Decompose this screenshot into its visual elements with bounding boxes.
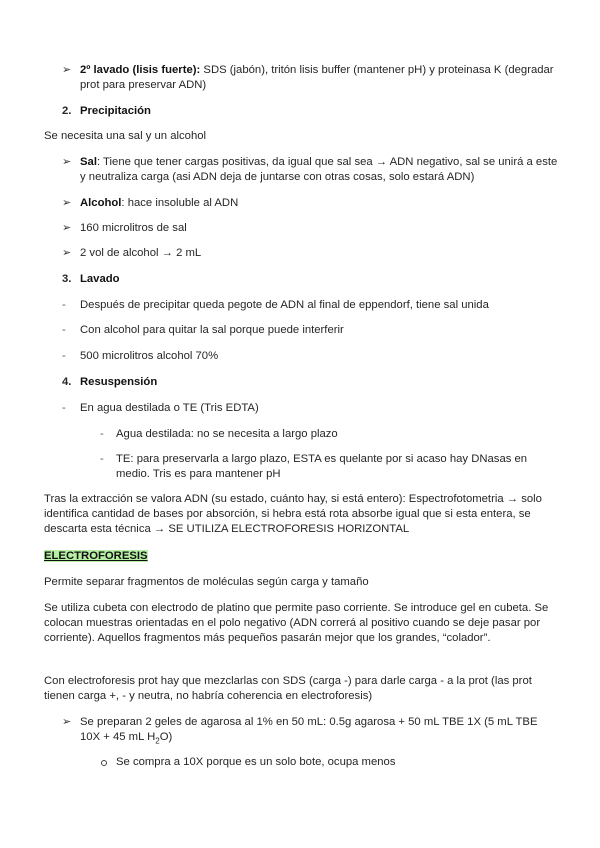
arrow-bullet-icon: ➢	[62, 247, 72, 259]
circle-bullet-icon	[101, 760, 107, 766]
dash-bullet-icon: -	[62, 299, 66, 311]
dash-item-despues: Después de precipitar queda pegote de ADN al final de eppendorf, tiene sal unida	[80, 299, 489, 311]
circle-subitem-10x: Se compra a 10X porque es un solo bote, ocupa menos	[116, 756, 396, 768]
sal-text: : Tiene que tener cargas positivas, da igual que sal sea → ADN negativo, sal se unirá a este y neutraliza carga (asi ADN deja de juntarse con otras cosas, solo estará ADN)	[80, 156, 558, 183]
dash-bullet-icon: -	[62, 350, 66, 362]
section-number: 2.	[62, 105, 72, 117]
paragraph-permite: Permite separar fragmentos de moléculas según carga y tamaño	[44, 576, 369, 588]
lavado-2-bullet	[80, 63, 560, 93]
dash-item-con-alcohol: Con alcohol para quitar la sal porque puede interferir	[80, 324, 344, 336]
section-number: 3.	[62, 273, 72, 285]
geles-end: O)	[159, 731, 173, 743]
alcohol-label: Alcohol	[80, 197, 122, 209]
bullet-2-vol-alcohol: 2 vol de alcohol → 2 mL	[80, 247, 202, 259]
arrow-bullet-icon: ➢	[62, 222, 72, 234]
dash-bullet-icon: -	[62, 402, 66, 414]
dash-subitem-te: TE: para preservarla a largo plazo, ESTA es quelante por si acaso hay DNasas en medio. Tris es para mantener pH	[116, 453, 528, 480]
bullet-geles	[80, 715, 558, 745]
alcohol-text: : hace insoluble al ADN	[121, 197, 239, 209]
bullet-160-microlitros: 160 microlitros de sal	[80, 222, 187, 234]
dash-item-500: 500 microlitros alcohol 70%	[80, 350, 219, 362]
arrow-bullet-icon: ➢	[62, 197, 72, 209]
arrow-bullet-icon: ➢	[62, 64, 72, 76]
dash-bullet-icon: -	[100, 428, 104, 440]
dash-item-agua: En agua destilada o TE (Tris EDTA)	[80, 402, 259, 414]
paragraph-cubeta: Se utiliza cubeta con electrodo de platino que permite paso corriente. Se introduce gel en cubeta. Se colocan muestras orientadas en el polo negativo (ADN correrá al positivo cuando se deje pasar por corriente). Aquellos fragmentos más pequeños pasarán mejor que los grandes, “colador”.	[44, 602, 549, 644]
dash-bullet-icon: -	[62, 324, 66, 336]
arrow-bullet-icon: ➢	[62, 716, 72, 728]
lavado-2-label: 2º lavado (lisis fuerte):	[80, 64, 201, 76]
heading-electroforesis	[44, 549, 148, 564]
paragraph-sal-alcohol: Se necesita una sal y un alcohol	[44, 130, 207, 142]
dash-subitem-agua-destilada: Agua destilada: no se necesita a largo plazo	[116, 428, 338, 440]
section-title-lavado: Lavado	[80, 273, 120, 285]
section-title-resuspension: Resuspensión	[80, 376, 158, 388]
geles-subscript: 2	[155, 736, 160, 746]
sal-label: Sal	[80, 156, 97, 168]
geles-text: Se preparan 2 geles de agarosa al 1% en 50 mL: 0.5g agarosa + 50 mL TBE 1X (5 mL TBE 10X + 45 mL H	[80, 716, 538, 743]
section-title-precipitacion: Precipitación	[80, 105, 151, 117]
arrow-bullet-icon: ➢	[62, 156, 72, 168]
section-number: 4.	[62, 376, 72, 388]
sal-bullet	[80, 155, 558, 185]
dash-bullet-icon: -	[100, 453, 104, 465]
heading-electroforesis-text: ELECTROFORESIS	[44, 550, 148, 562]
paragraph-tras-extraccion: Tras la extracción se valora ADN (su estado, cuánto hay, si está entero): Espectrofotometria → solo identifica cantidad de bases por absorción, si hebra está rota absorbe igual que si esta entera, se descarta esta técnica → SE UTILIZA ELECTROFORESIS HORIZONTAL	[44, 493, 542, 535]
lavado-2-text: SDS (jabón), tritón lisis buffer (mantener pH) y proteinasa K (degradar prot para preservar ADN)	[80, 64, 554, 91]
alcohol-bullet	[80, 196, 238, 211]
paragraph-prot: Con electroforesis prot hay que mezclarlas con SDS (carga -) para darle carga - a la prot (las prot tienen carga +, - y neutra, no habría coherencia en electroforesis)	[44, 675, 532, 702]
